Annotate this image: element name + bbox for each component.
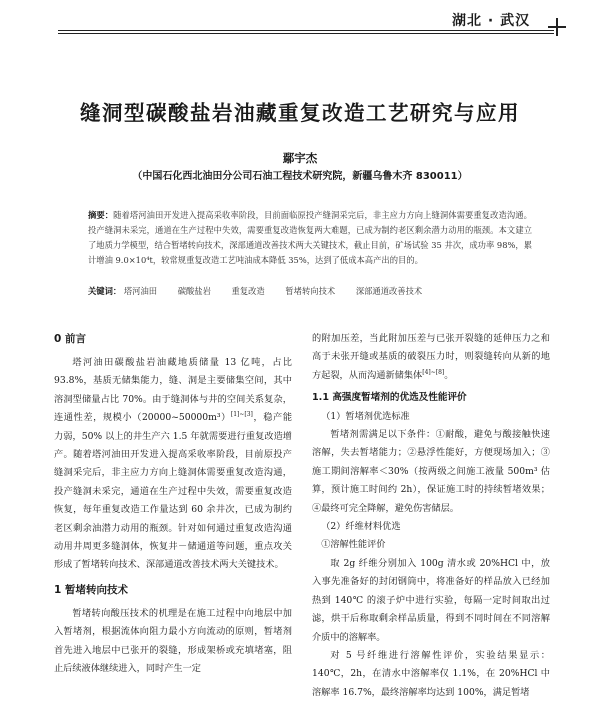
crosshair-mark-icon bbox=[548, 18, 566, 36]
keyword-item: 暂堵转向技术 bbox=[285, 286, 336, 296]
header-rule bbox=[58, 30, 554, 31]
section-heading-intro: 0 前言 bbox=[54, 333, 86, 345]
solubility-heading: ①溶解性能评价 bbox=[321, 539, 386, 551]
method-paragraph: 取 2g 纤维分别加入 100g 清水或 20%HCl 中，放入事先准备好的封闭钢筒中，将准备好的样品放入已经加热到 140℃ 的滚子炉中进行实验，每隔一定时间取出过滤，烘干后称取剩余样品质量，得到不同时间在不同溶解介质中的溶解率。 bbox=[312, 557, 550, 643]
keywords-label: 关键词： bbox=[88, 286, 122, 296]
criteria-paragraph: 暂堵剂需满足以下条件：①耐酸，避免与酸接触快速溶解，失去暂堵能力；②悬浮性能好，方便现场加入；③施工期间溶解率＜30%（按两级之间施工液量 500m³ 估算，预计施工时间约 2h），保证施工时的持续暂堵效果；④最终可完全降解，避免伤害储层。 bbox=[312, 429, 550, 514]
subsubsection-heading-fiber: （2）纤维材料优选 bbox=[321, 521, 401, 533]
left-column bbox=[54, 330, 292, 679]
abstract-text: 随着塔河油田开发进入提高采收率阶段，目前面临原投产缝洞采完后，非主应力方向上缝洞体需要重复改造沟通。投产缝洞未采完，通道在生产过程中失效，需要重复改造恢复两大难题，已成为制约老区剩余潜力动用的瓶颈。本文建立了地质力学模型，结合暂堵转向技术，深部通道改善技术两大关键技术，截止目前，矿场试验 35 井次，成功率 98%，累计增油 9.0×10⁴t，较常规重复改造工艺吨油成本降低 35%，达到了低成本高产出的目的。 bbox=[88, 210, 532, 265]
paper-title: 缝洞型碳酸盐岩油藏重复改造工艺研究与应用 bbox=[80, 101, 520, 125]
paper-affiliation: （中国石化西北油田分公司石油工程技术研究院，新疆乌鲁木齐 830011） bbox=[132, 171, 468, 182]
citation-ref: [4]~[8] bbox=[422, 368, 445, 376]
citation-ref: [1]~[3] bbox=[230, 411, 253, 419]
right-column bbox=[312, 330, 550, 702]
result-paragraph: 对 5 号纤维进行溶解性评价，实验结果显示：140℃，2h，在清水中溶解率仅 1.1%，在 20%HCl 中溶解率 16.7%，最终溶解率均达到 100%，满足暂堵 bbox=[312, 649, 550, 698]
intro-paragraph: 塔河油田碳酸盐岩油藏地质储量 13 亿吨，占比 93.8%，基质无储集能力，缝、洞是主要储集空间，其中溶洞型储量占比 70%。由于缝洞体与井的空间关系复杂，连通性差，规模小（20000~50000m³）[1]~[3]，稳产能力弱，50% 以上的井生产六 1.5 年就需要进行重复改造增产。随着塔河油田开发进入提高采收率阶段，目前原投产缝洞采完后，非主应力方向上缝洞体需要重复改造沟通，投产缝洞未采完，通道在生产过程中失效，需要重复改造恢复，每年重复改造工作量达到 60 余井次，已成为制约老区剩余油潜力动用的瓶颈。针对如何通过重复改造沟通动用井周更多缝洞体，恢复井－储通道等问题，重点攻关形成了暂堵转向技术、深部通道改善技术两大关键技术。 bbox=[54, 357, 293, 571]
header-rule-double bbox=[58, 33, 554, 34]
subsubsection-heading-criteria: （1）暂堵剂优选标准 bbox=[321, 410, 410, 422]
diversion-paragraph: 暂堵转向酸压技术的机理是在施工过程中向地层中加入暂堵剂，根据流体向阻力最小方向流动的原则，暂堵剂首先进入地层中已张开的裂缝，形成架桥或充填堵塞，阻止后续液体继续进入，同时产生一定 bbox=[54, 607, 292, 675]
keyword-item: 碳酸盐岩 bbox=[177, 286, 211, 296]
paper-author: 鄢宇杰 bbox=[282, 151, 318, 165]
keyword-item: 塔河油田 bbox=[123, 286, 158, 296]
abstract-block bbox=[88, 208, 532, 268]
abstract-label: 摘要： bbox=[88, 210, 114, 220]
keyword-item: 重复改造 bbox=[231, 286, 265, 296]
subsection-heading-1-1: 1.1 高强度暂堵剂的优选及性能评价 bbox=[312, 392, 467, 404]
keywords-block bbox=[88, 285, 532, 297]
continued-paragraph: 的附加压差，当此附加压差与已张开裂缝的延伸压力之和高于未张开缝或基质的破裂压力时，则裂缝转向从新的地方起裂，从而沟通新储集体[4]~[8]。 bbox=[312, 333, 550, 381]
keyword-item: 深部通道改善技术 bbox=[355, 286, 423, 296]
header-location-tag: 湖北 · 武汉 bbox=[452, 13, 531, 29]
section-heading-diversion: 1 暂堵转向技术 bbox=[54, 583, 128, 596]
